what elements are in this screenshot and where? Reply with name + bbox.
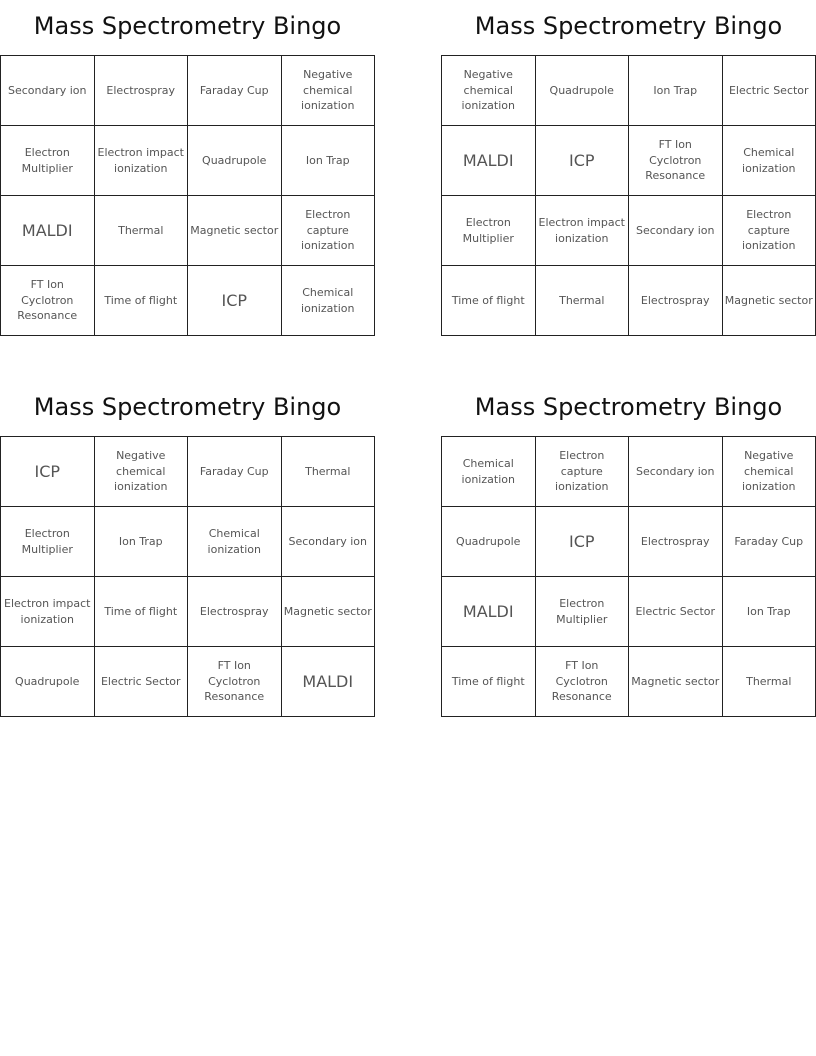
bingo-grid — [0, 436, 375, 717]
bingo-cell: Quadrupole — [1, 647, 95, 717]
bingo-cell: Secondary ion — [629, 196, 723, 266]
bingo-cell: ICP — [188, 266, 282, 336]
bingo-cell: Electron Multiplier — [1, 126, 95, 196]
bingo-grid — [441, 55, 816, 336]
bingo-cell: Electron capture ionization — [282, 196, 376, 266]
bingo-cell: MALDI — [442, 126, 536, 196]
bingo-cell: Electron impact ionization — [536, 196, 630, 266]
bingo-cell: Magnetic sector — [282, 577, 376, 647]
bingo-cell: Chemical ionization — [442, 437, 536, 507]
bingo-cell: Thermal — [723, 647, 816, 717]
bingo-cell: Faraday Cup — [188, 56, 282, 126]
bingo-cell: Electrospray — [629, 266, 723, 336]
card-title: Mass Spectrometry Bingo — [33, 12, 342, 40]
bingo-cell: MALDI — [442, 577, 536, 647]
bingo-cell: Electric Sector — [629, 577, 723, 647]
bingo-cell: Magnetic sector — [188, 196, 282, 266]
bingo-cell: Magnetic sector — [723, 266, 816, 336]
bingo-cell: Quadrupole — [442, 507, 536, 577]
bingo-cell: Faraday Cup — [188, 437, 282, 507]
bingo-cell: Electric Sector — [95, 647, 189, 717]
bingo-cell: MALDI — [1, 196, 95, 266]
bingo-cell: Secondary ion — [1, 56, 95, 126]
card-title: Mass Spectrometry Bingo — [474, 393, 783, 421]
bingo-cell: Thermal — [536, 266, 630, 336]
bingo-grid — [0, 55, 375, 336]
bingo-cell: Electrospray — [629, 507, 723, 577]
bingo-cell: MALDI — [282, 647, 376, 717]
bingo-cell: Thermal — [282, 437, 376, 507]
bingo-cell: Electrospray — [188, 577, 282, 647]
bingo-cell: Electron capture ionization — [723, 196, 816, 266]
card-title: Mass Spectrometry Bingo — [474, 12, 783, 40]
bingo-grid — [441, 436, 816, 717]
bingo-cell: Chemical ionization — [282, 266, 376, 336]
bingo-cell: Negative chemical ionization — [95, 437, 189, 507]
bingo-cell: Time of flight — [95, 577, 189, 647]
bingo-cell: Electron Multiplier — [442, 196, 536, 266]
bingo-cell: Ion Trap — [95, 507, 189, 577]
bingo-cell: Electric Sector — [723, 56, 816, 126]
bingo-cell: Faraday Cup — [723, 507, 816, 577]
bingo-cell: Time of flight — [442, 266, 536, 336]
card-title: Mass Spectrometry Bingo — [33, 393, 342, 421]
bingo-cell: Thermal — [95, 196, 189, 266]
bingo-cell: FT Ion Cyclotron Resonance — [629, 126, 723, 196]
bingo-cell: Electron capture ionization — [536, 437, 630, 507]
bingo-cell: Time of flight — [442, 647, 536, 717]
bingo-cell: Magnetic sector — [629, 647, 723, 717]
bingo-cell: Ion Trap — [282, 126, 376, 196]
bingo-cell: Secondary ion — [282, 507, 376, 577]
bingo-cell: ICP — [536, 126, 630, 196]
bingo-cell: Electrospray — [95, 56, 189, 126]
bingo-cell: Chemical ionization — [723, 126, 816, 196]
bingo-cell: Negative chemical ionization — [442, 56, 536, 126]
bingo-cell: Electron impact ionization — [95, 126, 189, 196]
bingo-cell: FT Ion Cyclotron Resonance — [1, 266, 95, 336]
bingo-cell: FT Ion Cyclotron Resonance — [188, 647, 282, 717]
bingo-cell: Quadrupole — [536, 56, 630, 126]
bingo-cell: Chemical ionization — [188, 507, 282, 577]
bingo-cell: Negative chemical ionization — [282, 56, 376, 126]
bingo-cell: Ion Trap — [629, 56, 723, 126]
bingo-cell: Electron impact ionization — [1, 577, 95, 647]
bingo-cell: Negative chemical ionization — [723, 437, 816, 507]
bingo-cell: ICP — [536, 507, 630, 577]
bingo-cell: Time of flight — [95, 266, 189, 336]
bingo-cell: ICP — [1, 437, 95, 507]
bingo-cell: Ion Trap — [723, 577, 816, 647]
bingo-cell: Electron Multiplier — [1, 507, 95, 577]
bingo-cell: Electron Multiplier — [536, 577, 630, 647]
bingo-cell: Secondary ion — [629, 437, 723, 507]
bingo-cell: FT Ion Cyclotron Resonance — [536, 647, 630, 717]
bingo-cell: Quadrupole — [188, 126, 282, 196]
